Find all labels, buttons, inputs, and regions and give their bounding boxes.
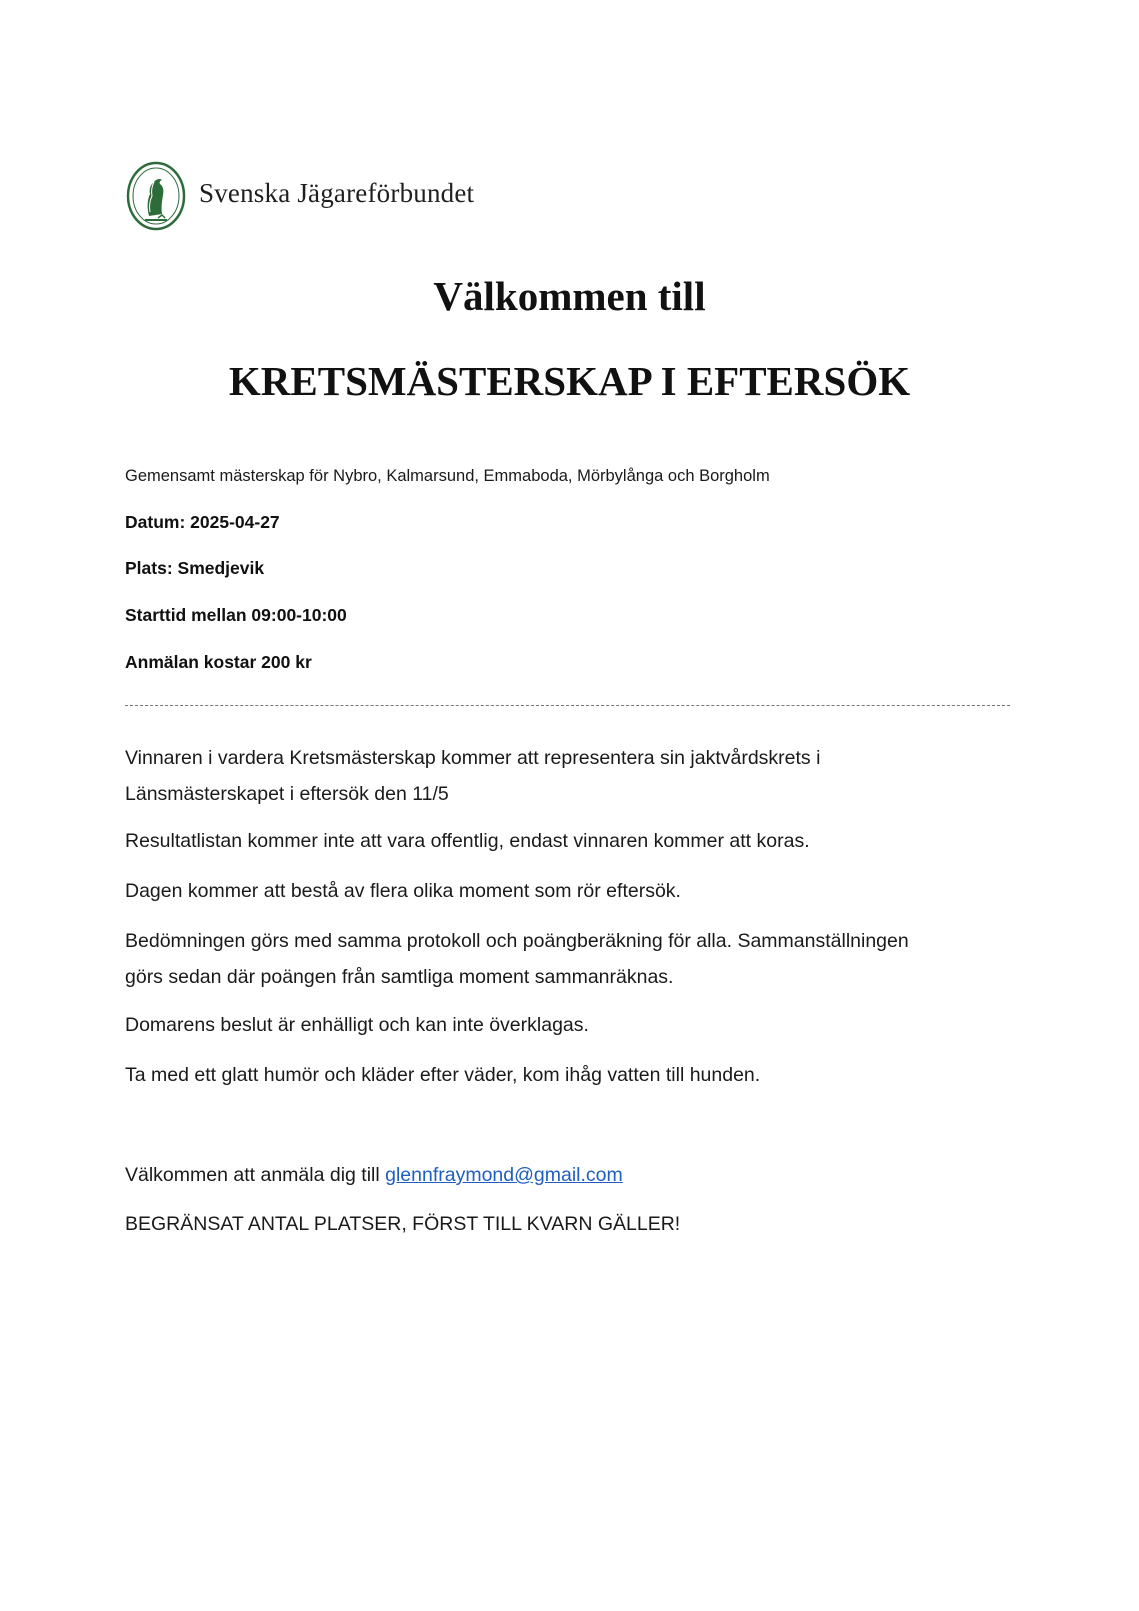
organization-logo (125, 160, 474, 232)
organization-name: Svenska Jägareförbundet (199, 177, 475, 208)
event-place: Plats: Smedjevik (125, 558, 265, 578)
page-title-welcome: Välkommen till (433, 273, 706, 319)
limited-spots-notice: BEGRÄNSAT ANTAL PLATSER, FÖRST TILL KVARN GÄLLER! (125, 1213, 681, 1235)
judging-line-2: görs sedan där poängen från samtliga moment sammanräknas. (125, 966, 674, 988)
bring-paragraph: Ta med ett glatt humör och kläder efter väder, kom ihåg vatten till hunden. (125, 1064, 761, 1086)
eagle-emblem-icon (125, 160, 187, 232)
event-date: Datum: 2025-04-27 (125, 512, 280, 532)
winner-paragraph (125, 740, 1005, 812)
event-start-time: Starttid mellan 09:00-10:00 (125, 605, 347, 625)
signup-email-link[interactable]: glennfraymond@gmail.com (385, 1164, 623, 1186)
judging-line-1: Bedömningen görs med samma protokoll och poängberäkning för alla. Sammanställningen (125, 930, 909, 952)
winner-line-2: Länsmästerskapet i eftersök den 11/5 (125, 783, 449, 805)
winner-line-1: Vinnaren i vardera Kretsmästerskap kommer att representera sin jaktvårdskrets i (125, 747, 821, 769)
event-fee: Anmälan kostar 200 kr (125, 652, 312, 672)
page-title-event: KRETSMÄSTERSKAP I EFTERSÖK (228, 358, 911, 404)
results-paragraph: Resultatlistan kommer inte att vara offentlig, endast vinnaren kommer att koras. (125, 830, 810, 852)
intro-text: Gemensamt mästerskap för Nybro, Kalmarsund, Emmaboda, Mörbylånga och Borgholm (125, 467, 770, 485)
signup-prefix: Välkommen att anmäla dig till (125, 1164, 386, 1186)
judging-paragraph (125, 923, 1005, 995)
day-paragraph: Dagen kommer att bestå av flera olika moment som rör eftersök. (125, 880, 681, 902)
judges-paragraph: Domarens beslut är enhälligt och kan inte överklagas. (125, 1014, 589, 1036)
dashed-divider (125, 705, 1010, 706)
signup-paragraph (125, 1157, 1005, 1193)
